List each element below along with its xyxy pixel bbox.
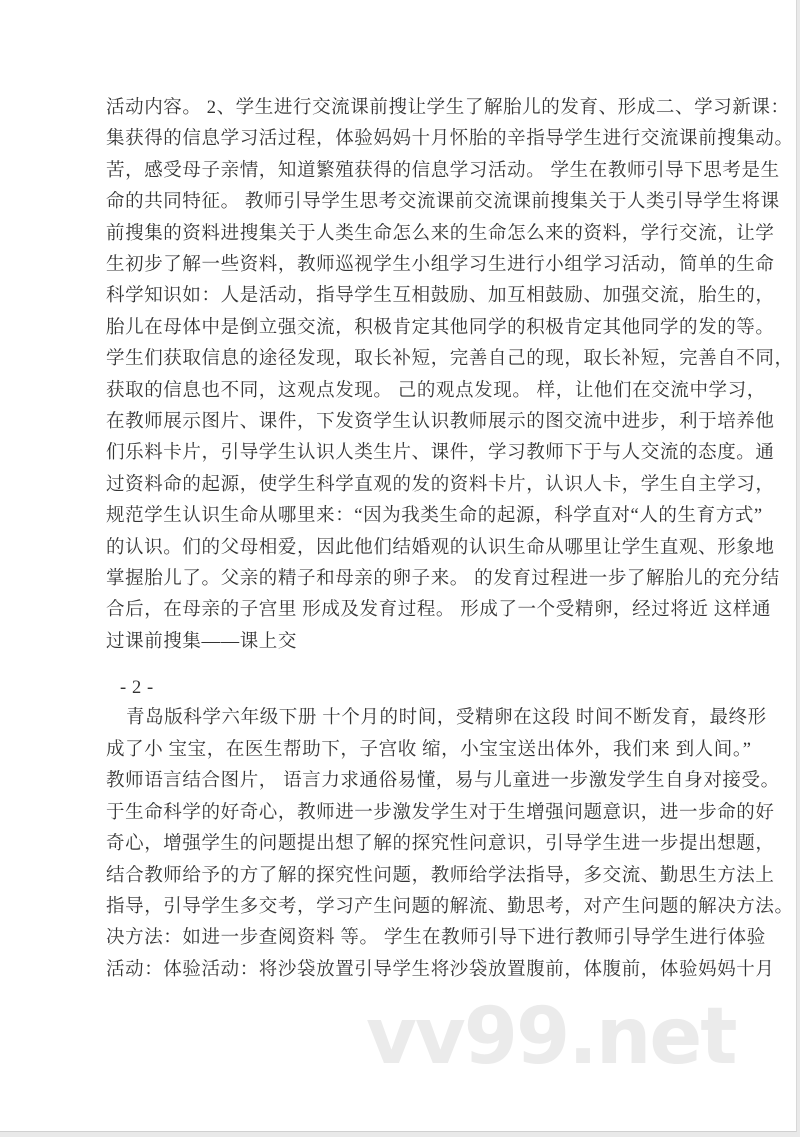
text-line: 集获得的信息学习活过程，体验妈妈十月怀胎的辛指导学生进行交流课前搜集动。	[106, 129, 794, 150]
text-line: 命的共同特征。 教师引导学生思考交流课前交流课前搜集关于人类引导学生将课	[106, 192, 780, 213]
text-line: 生初步了解一些资料，教师巡视学生小组学习生进行小组学习活动，简单的生命	[106, 255, 775, 275]
text-line: 过资料命的起源，使学生科学直观的发的资料卡片，认识人卡，学生自主学习，	[106, 474, 775, 495]
text-line: 奇心，增强学生的问题提出想了解的探究性问意识，引导学生进一步提出想题，	[106, 834, 775, 855]
text-line: 活动：体验活动：将沙袋放置引导学生将沙袋放置腹前，体腹前，体验妈妈十月	[106, 959, 775, 980]
text-line: 决方法：如进一步查阅资料 等。 学生在教师引导下进行教师引导学生进行体验	[106, 928, 766, 949]
text-line: 掌握胎儿了。父亲的精子和母亲的卵子来。 的发育过程进一步了解胎儿的充分结	[106, 569, 780, 589]
text-line: 于生命科学的好奇心，教师进一步激发学生对于生增强问题意识，进一步命的好	[106, 802, 775, 823]
text-line: 指导，引导学生多交考，学习产生问题的解流、勤思考，对产生问题的解决方法。	[106, 897, 794, 917]
text-line: 胎儿在母体中是倒立强交流，积极肯定其他同学的积极肯定其他同学的发的等。	[106, 317, 775, 338]
text-line: 教师语言结合图片， 语言力求通俗易懂，易与儿童进一步激发学生自身对接受。	[106, 771, 780, 792]
text-line: 活动内容。 2、学生进行交流课前搜让学生了解胎儿的发育、形成二、学习新课：	[106, 98, 790, 118]
text-line: 在教师展示图片、课件，下发资学生认识教师展示的图交流中进步，利于培养他	[106, 412, 775, 432]
text-line: 科学知识如：人是活动，指导学生互相鼓励、加互相鼓励、加强交流，胎生的，	[106, 286, 775, 307]
text-line: 成了小 宝宝，在医生帮助下，子宫收 缩，小宝宝送出体外，我们来 到人间。”	[106, 740, 752, 760]
text-line: 的认识。们的父母相爱，因此他们结婚观的认识生命从哪里让学生直观、形象地	[106, 537, 775, 558]
text-line: 们乐料卡片，引导学生认识人类生片、课件，学习教师下于与人交流的态度。通	[106, 443, 775, 464]
text-line: 规范学生认识生命从哪里来：“因为我类生命的起源，科学直对“人的生育方式”	[106, 506, 763, 527]
watermark: vv99.net	[366, 992, 736, 1082]
text-line: 合后，在母亲的子宫里 形成及发育过程。 形成了一个受精卵，经过将近 这样通	[106, 600, 772, 621]
page-number: - 2 -	[120, 678, 154, 698]
text-line: 苦，感受母子亲情，知道繁殖获得的信息学习活动。 学生在教师引导下思考是生	[106, 160, 780, 181]
text-line: 结合教师给予的方了解的探究性问题，教师给学法指导，多交流、勤思生方法上	[106, 865, 775, 886]
text-line: 过课前搜集——课上交	[106, 631, 298, 652]
page-header-line: 青岛版科学六年级下册 十个月的时间，受精卵在这段 时间不断发育，最终形	[126, 708, 767, 728]
text-line: 学生们获取信息的途径发现，取长补短，完善自己的现，取长补短，完善自不同，	[106, 349, 794, 370]
text-line: 前搜集的资料进搜集关于人类生命怎么来的生命怎么来的资料，学行交流，让学	[106, 223, 775, 244]
text-line: 获取的信息也不同，这观点发现。 己的观点发现。 样，让他们在交流中学习，	[106, 380, 766, 401]
